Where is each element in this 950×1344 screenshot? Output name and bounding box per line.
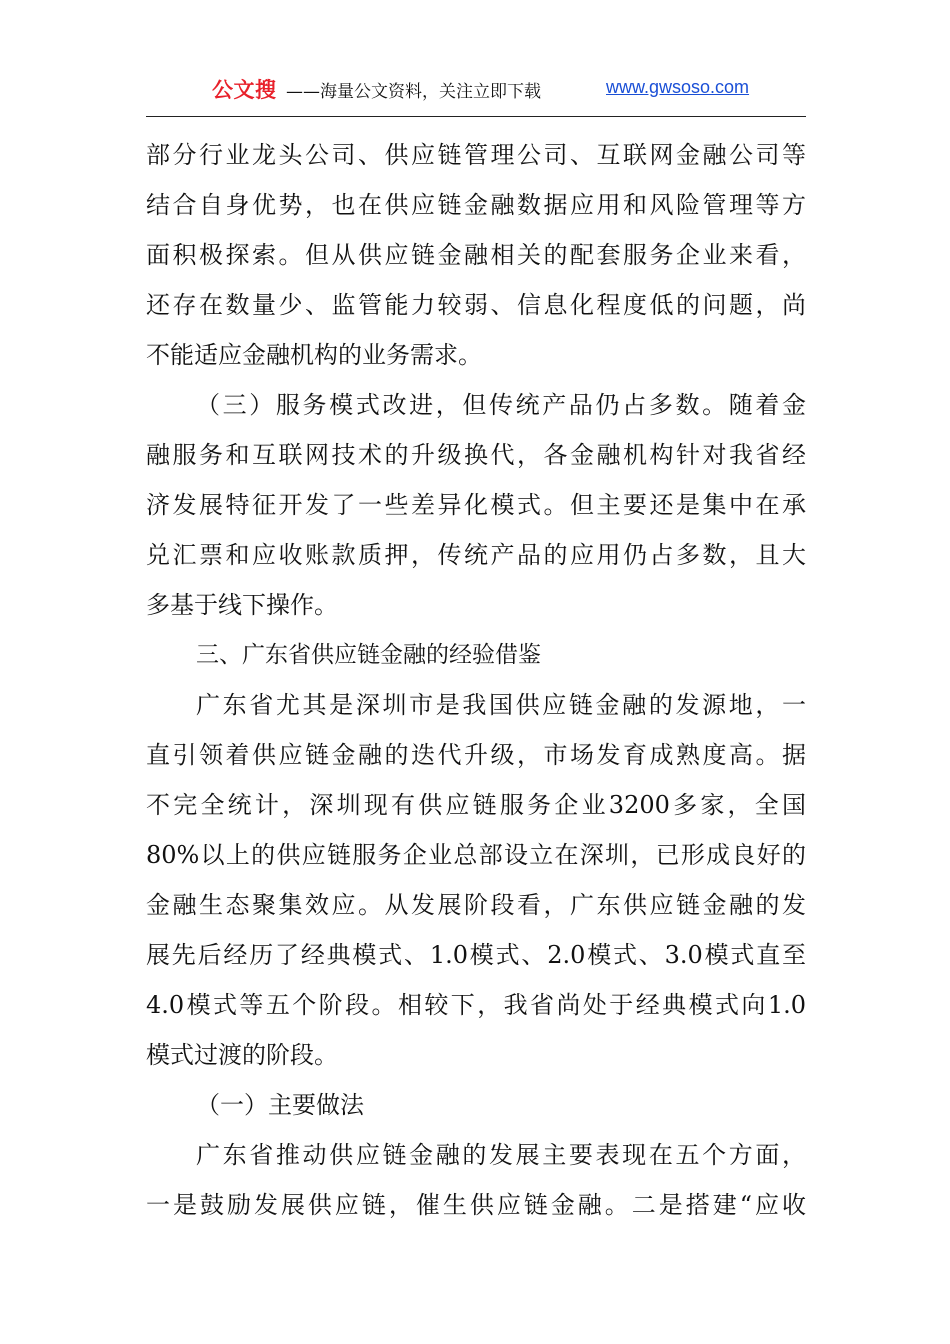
text-line: 广东省尤其是深圳市是我国供应链金融的发源地，一 [196, 691, 806, 719]
text-line: 金融生态聚集效应。从发展阶段看，广东供应链金融的发 [146, 891, 806, 919]
header-tagline: ——海量公文资料，关注立即下载 [286, 82, 541, 102]
text-line: 结合自身优势，也在供应链金融数据应用和风险管理等方 [146, 191, 806, 219]
subsection-heading: （一）主要做法 [196, 1091, 364, 1119]
text-line: 一是鼓励发展供应链，催生供应链金融。二是搭建“应收 [146, 1191, 806, 1219]
text-line: 直引领着供应链金融的迭代升级，市场发育成熟度高。据 [146, 741, 806, 769]
text-line: 面积极探索。但从供应链金融相关的配套服务企业来看， [146, 241, 806, 269]
text-line: 还存在数量少、监管能力较弱、信息化程度低的问题，尚 [146, 291, 806, 319]
header-divider [146, 116, 806, 117]
text-line: 不能适应金融机构的业务需求。 [146, 341, 482, 369]
website-link[interactable]: www.gwsoso.com [606, 77, 750, 97]
text-line: 济发展特征开发了一些差异化模式。但主要还是集中在承 [146, 491, 806, 519]
text-line: 多基于线下操作。 [146, 591, 338, 619]
section-heading: 三、广东省供应链金融的经验借鉴 [196, 642, 541, 668]
text-line: 广东省推动供应链金融的发展主要表现在五个方面， [196, 1141, 806, 1169]
text-line: 不完全统计，深圳现有供应链服务企业3200多家，全国 [146, 791, 806, 819]
text-line: 部分行业龙头公司、供应链管理公司、互联网金融公司等 [146, 141, 806, 169]
text-line: 4.0模式等五个阶段。相较下，我省尚处于经典模式向1.0 [146, 991, 806, 1019]
text-line: 展先后经历了经典模式、1.0模式、2.0模式、3.0模式直至 [146, 941, 806, 969]
text-line: 模式过渡的阶段。 [146, 1041, 338, 1069]
section-lead-line: （三）服务模式改进，但传统产品仍占多数。随着金 [196, 391, 806, 419]
text-line: 80%以上的供应链服务企业总部设立在深圳，已形成良好的 [146, 841, 806, 869]
brand-logo-text: 公文搜 [212, 78, 277, 102]
text-line: 兑汇票和应收账款质押，传统产品的应用仍占多数，且大 [146, 541, 806, 569]
text-line: 融服务和互联网技术的升级换代，各金融机构针对我省经 [146, 441, 806, 469]
page-header [146, 72, 806, 108]
